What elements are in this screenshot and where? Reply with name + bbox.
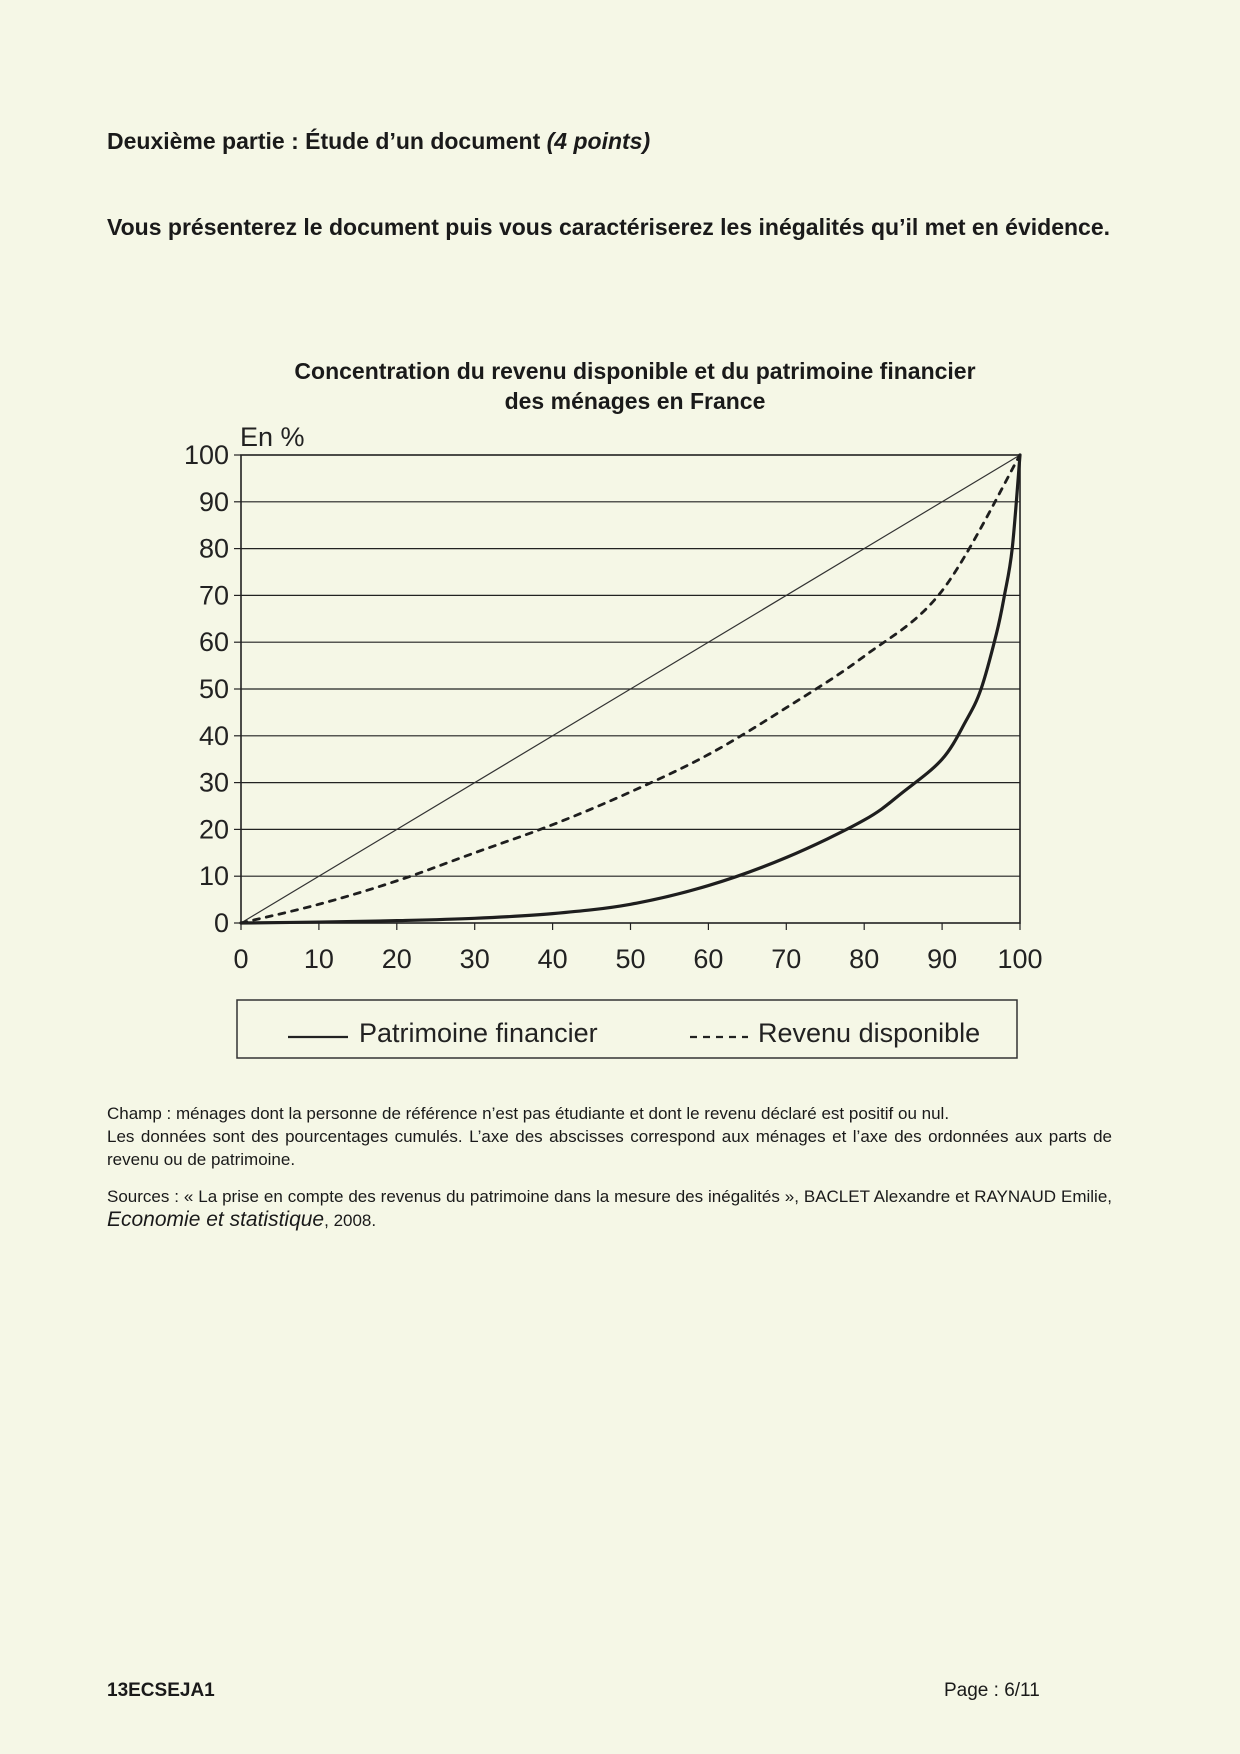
note-sources <box>107 1185 1112 1232</box>
sources-prefix: Sources : « La prise en compte des revenus du patrimoine dans la mesure des inégalités », BACLET Alexandre et RAYNAUD Emilie, <box>107 1187 1112 1206</box>
x-tick-label: 0 <box>233 944 249 974</box>
sources-journal: Economie et statistique <box>107 1208 325 1231</box>
part-label: Deuxième partie : Étude d’un document <box>107 128 541 154</box>
sources-suffix: , 2008. <box>324 1211 377 1230</box>
y-tick-label: 90 <box>198 486 229 517</box>
chart-title-line1: Concentration du revenu disponible et du patrimoine financier <box>294 358 976 384</box>
y-tick-label: 50 <box>198 674 229 704</box>
x-tick-label: 90 <box>927 944 958 974</box>
x-tick-label: 20 <box>381 944 412 974</box>
x-tick-label: 10 <box>303 944 334 974</box>
y-tick-label: 80 <box>198 533 229 564</box>
exam-code: 13ECSEJA1 <box>107 1680 215 1701</box>
y-tick-label: 0 <box>213 908 229 938</box>
y-tick-label: 70 <box>198 580 229 611</box>
y-tick-label: 100 <box>183 440 229 470</box>
x-tick-label: 70 <box>771 944 802 974</box>
chart-title-line2: des ménages en France <box>504 388 766 414</box>
part-points: (4 points) <box>546 128 651 154</box>
x-tick-label: 50 <box>615 944 646 974</box>
x-tick-label: 30 <box>459 944 490 974</box>
chart-legend <box>237 1000 1017 1058</box>
y-tick-label: 10 <box>198 861 229 892</box>
x-tick-label: 100 <box>997 944 1043 974</box>
y-tick-label: 20 <box>198 814 229 845</box>
notes <box>107 1102 1112 1232</box>
note-donnees: Les données sont des pourcentages cumulés. L’axe des abscisses correspond aux ménages et l’axe des ordonnées aux parts de revenu ou de patrimoine. <box>107 1127 1112 1169</box>
legend-item-patrimoine: Patrimoine financier <box>359 1018 598 1048</box>
page-number: Page : 6/11 <box>944 1680 1040 1701</box>
y-tick-label: 40 <box>198 720 229 751</box>
y-tick-label: 60 <box>198 627 229 658</box>
x-tick-label: 60 <box>693 944 724 974</box>
y-axis-label: En % <box>240 422 305 452</box>
y-tick-label: 30 <box>198 767 229 798</box>
note-champ: Champ : ménages dont la personne de référence n’est pas étudiante et dont le revenu déclaré est positif ou nul. <box>107 1104 950 1123</box>
x-tick-label: 40 <box>537 944 568 974</box>
x-tick-label: 80 <box>849 944 880 974</box>
instruction: Vous présenterez le document puis vous caractériserez les inégalités qu’il met en évidence. <box>107 214 1111 240</box>
legend-item-revenu: Revenu disponible <box>758 1018 981 1048</box>
chart-ticks <box>184 440 1043 974</box>
